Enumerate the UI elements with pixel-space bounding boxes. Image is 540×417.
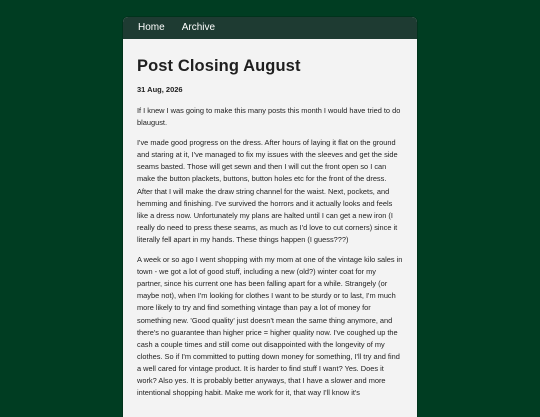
post-date: 31 Aug, 2026 xyxy=(137,85,183,94)
post-paragraph: A week or so ago I went shopping with my mom at one of the vintage kilo sales in town - we got a lot of good stuff, including a new (old?) winter coat for my partner, since his current one has been falling apart for a while. Strangely (or maybe not), when I'm looking for clothes I want to be sturdy or to last, I'm much more likely to try and find something vintage than pay a lot of money for something new. 'Good quality' just doesn't mean the same thing anymore, and there's no guarantee than higher price = higher quality now. I've coughed up the cash a couple times and still come out disappointed with the longevity of my clothes. So if I'm committed to putting down money for something, I'll try and find a well cared for vintage product. It is harder to find stuff I want? Yes. Does it work? Also yes. It is probably better anyways, that I have a slower and more intentional shopping habit. Make me work for it, that way I'll know it's xyxy=(137,255,403,398)
post-content xyxy=(123,39,417,399)
nav-archive-link[interactable]: Archive xyxy=(181,22,216,33)
post-paragraph: If I knew I was going to make this many posts this month I would have tried to do blaugust. xyxy=(137,106,401,128)
nav-home-link[interactable]: Home xyxy=(138,22,165,33)
post-paragraph: I've made good progress on the dress. After hours of laying it flat on the ground and staring at it, I've managed to fix my issues with the sleeves and get the side seams basted. Those will get sewn and then I will cut the front open so I can make the button plackets, buttons, button holes etc for the front of the dress. After that I will make the draw string channel for the waist. Next, pockets, and hemming and finishing. I've survived the horrors and it actually looks and feels like a dress now. Unfortunately my plans are halted until I can get a new iron (I really do need to press these seams, as much as I'd love to cut corners) since it literally fell apart in my hands. These things happen (I guess???) xyxy=(137,138,398,244)
page-container xyxy=(123,17,417,417)
post-title: Post Closing August xyxy=(137,57,301,75)
top-nav xyxy=(123,17,417,39)
